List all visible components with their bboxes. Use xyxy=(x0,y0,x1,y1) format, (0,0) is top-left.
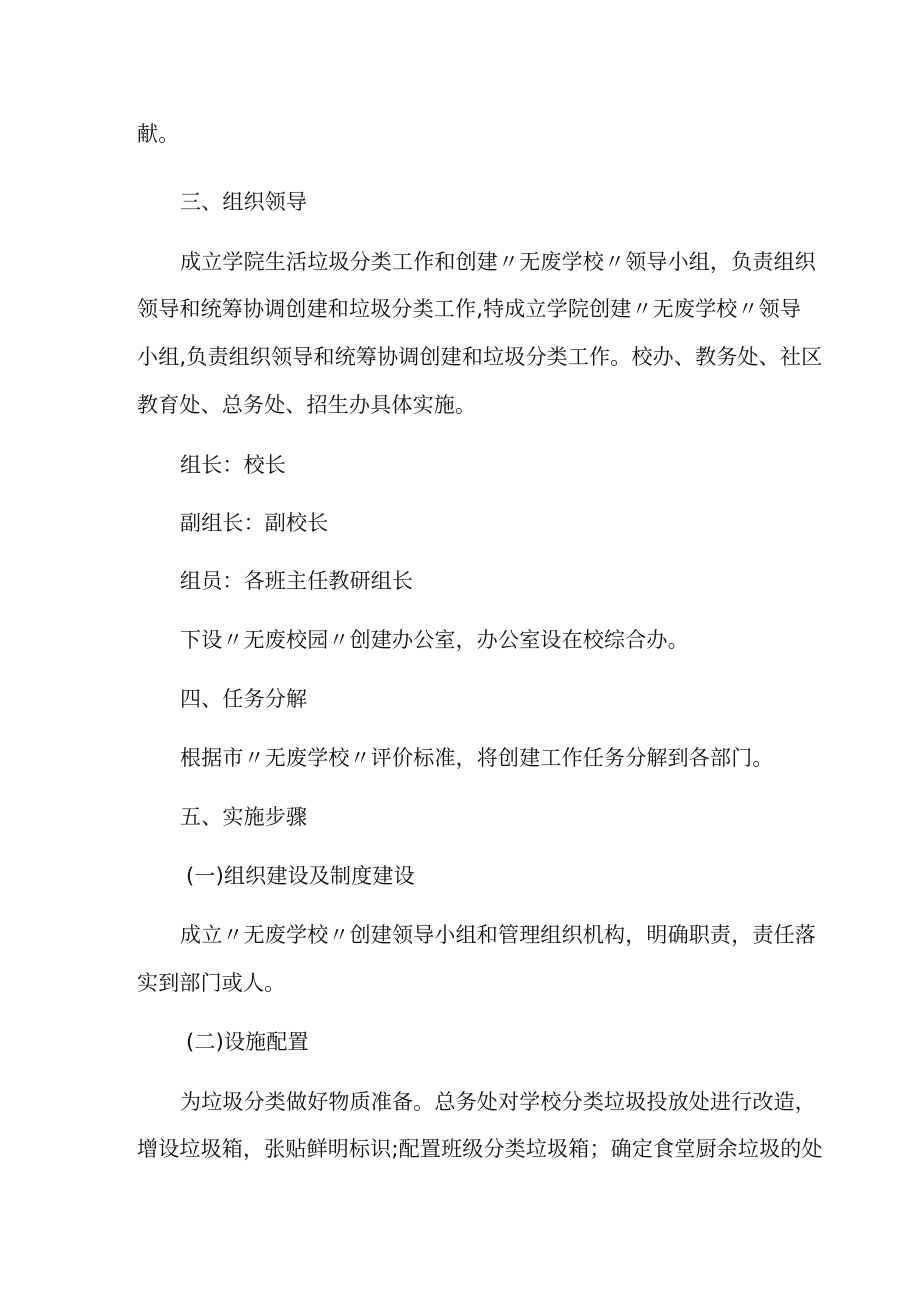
leadership-paragraph-line-2: 领导和统筹协调创建和垃圾分类工作,特成立学院创建〃无废学校〃领导 xyxy=(137,297,802,321)
office-setup: 下设〃无废校园〃创建办公室，办公室设在校综合办。 xyxy=(180,628,689,652)
leadership-paragraph-line-4: 教育处、总务处、招生办具体实施。 xyxy=(137,393,477,417)
deputy-group-leader: 副组长：副校长 xyxy=(180,511,329,535)
subheading-facility-configuration: (二)设施配置 xyxy=(186,1030,309,1054)
heading-organization-leadership: 三、组织领导 xyxy=(180,190,308,214)
tasks-paragraph: 根据市〃无废学校〃评价标准，将创建工作任务分解到各部门。 xyxy=(180,746,774,770)
leadership-paragraph-line-3: 小组,负责组织领导和统筹协调创建和垃圾分类工作。校办、教务处、社区 xyxy=(137,345,823,369)
organization-paragraph-line-2: 实到部门或人。 xyxy=(137,971,286,995)
subheading-organization-system: (一)组织建设及制度建设 xyxy=(186,864,415,888)
group-leader: 组长：校长 xyxy=(180,453,286,477)
organization-paragraph-line-1: 成立〃无废学校〃创建领导小组和管理组织机构，明确职责，责任落 xyxy=(180,923,816,947)
group-members: 组员：各班主任教研组长 xyxy=(180,569,414,593)
facility-paragraph-line-2: 增设垃圾箱，张贴鲜明标识;配置班级分类垃圾箱；确定食堂厨余垃圾的处 xyxy=(137,1137,823,1161)
leadership-paragraph-line-1: 成立学院生活垃圾分类工作和创建〃无废学校〃领导小组，负责组织 xyxy=(180,250,816,274)
heading-implementation-steps: 五、实施步骤 xyxy=(180,805,308,829)
paragraph-continued: 献。 xyxy=(137,122,180,146)
heading-task-breakdown: 四、任务分解 xyxy=(180,687,308,711)
facility-paragraph-line-1: 为垃圾分类做好物质准备。总务处对学校分类垃圾投放处进行改造， xyxy=(180,1090,816,1114)
